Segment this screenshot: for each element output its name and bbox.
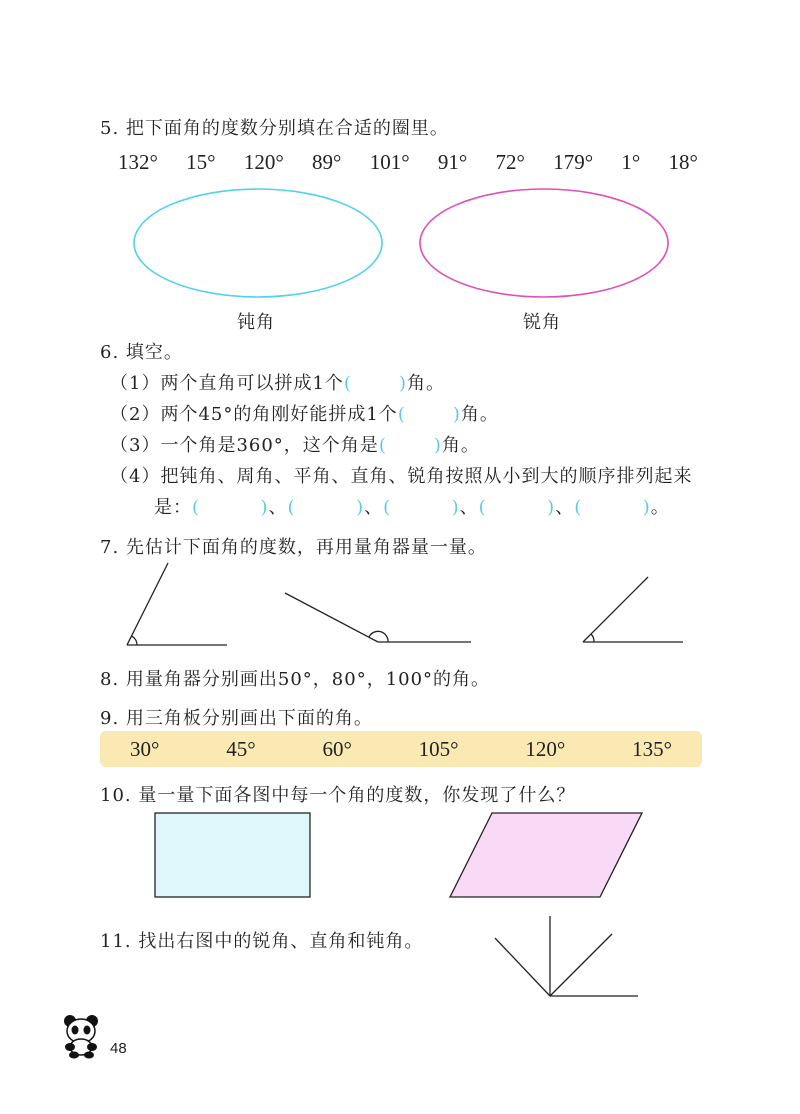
q9-angle-list [130, 737, 672, 762]
parallelogram-shape [450, 813, 642, 897]
degree-value: 120° [243, 150, 284, 174]
q6-item-3-text: （3）一个角是360°，这个角是 [110, 435, 379, 456]
degree-value: 179° [553, 150, 594, 174]
q6-item-1-text: （1）两个直角可以拼成1个 [110, 373, 344, 394]
rectangle-shape [155, 813, 310, 897]
q6-item-4-line-2 [154, 493, 670, 519]
q6-item-3-suffix: 角。 [441, 435, 480, 456]
answer-blank[interactable]: ( ) [397, 404, 461, 425]
obtuse-angle-circle[interactable] [134, 189, 382, 297]
q8-title: 8. 用量角器分别画出50°，80°，100°的角。 [100, 669, 491, 690]
angle-value: 60° [322, 737, 352, 761]
degree-value: 91° [437, 150, 468, 174]
degree-value: 15° [186, 150, 216, 174]
degree-value: 132° [118, 150, 158, 174]
panda-icon [64, 1015, 98, 1059]
q11-angle-figure [495, 916, 638, 996]
separator: 、 [364, 497, 384, 518]
q6-item-4-line-1: （4）把钝角、周角、平角、直角、锐角按照从小到大的顺序排列起来 [110, 466, 693, 487]
q10-title: 10. 量一量下面各图中每一个角的度数，你发现了什么？ [100, 785, 576, 806]
angle-figure-1 [127, 563, 227, 645]
q6-item-2-text: （2）两个45°的角刚好能拼成1个 [110, 404, 398, 425]
q6-item-1 [110, 369, 445, 395]
degree-value: 89° [312, 150, 342, 174]
separator: 、 [459, 497, 479, 518]
angle-value: 105° [418, 737, 459, 761]
angle-value: 30° [130, 737, 160, 761]
answer-blank[interactable]: ( ) [478, 497, 556, 518]
separator: 、 [555, 497, 575, 518]
answer-blank[interactable]: ( ) [192, 497, 269, 518]
answer-blank[interactable]: ( ) [378, 435, 442, 456]
degree-value: 18° [668, 150, 698, 174]
degree-value: 101° [369, 150, 410, 174]
angle-value: 120° [525, 737, 566, 761]
obtuse-angle-label: 钝角 [237, 312, 275, 333]
separator: 、 [268, 497, 288, 518]
period: 。 [650, 497, 670, 518]
degree-value: 1° [621, 150, 641, 174]
angle-figure-2 [285, 593, 471, 642]
acute-angle-label: 锐角 [523, 312, 561, 333]
q6-item-2 [110, 400, 499, 426]
degree-value: 72° [495, 150, 525, 174]
angle-value: 135° [632, 737, 672, 761]
q6-title: 6. 填空。 [100, 342, 183, 363]
q6-item-3 [110, 431, 480, 457]
answer-blank[interactable]: ( ) [574, 497, 651, 518]
q6-item-1-suffix: 角。 [407, 373, 446, 394]
q6-item-2-suffix: 角。 [460, 404, 499, 425]
angle-figure-3 [583, 577, 683, 642]
q11-title: 11. 找出右图中的锐角、直角和钝角。 [100, 931, 424, 952]
answer-blank[interactable]: ( ) [343, 373, 408, 394]
answer-blank[interactable]: ( ) [383, 497, 460, 518]
page-number: 48 [110, 1040, 127, 1057]
acute-angle-circle[interactable] [420, 189, 668, 297]
answer-blank[interactable]: ( ) [287, 497, 365, 518]
q9-title: 9. 用三角板分别画出下面的角。 [100, 708, 373, 729]
q5-title: 5. 把下面角的度数分别填在合适的圈里。 [100, 118, 449, 139]
q7-title: 7. 先估计下面角的度数，再用量角器量一量。 [100, 537, 487, 558]
angle-value: 45° [226, 737, 256, 761]
q6-item-4-prefix: 是： [154, 497, 192, 518]
